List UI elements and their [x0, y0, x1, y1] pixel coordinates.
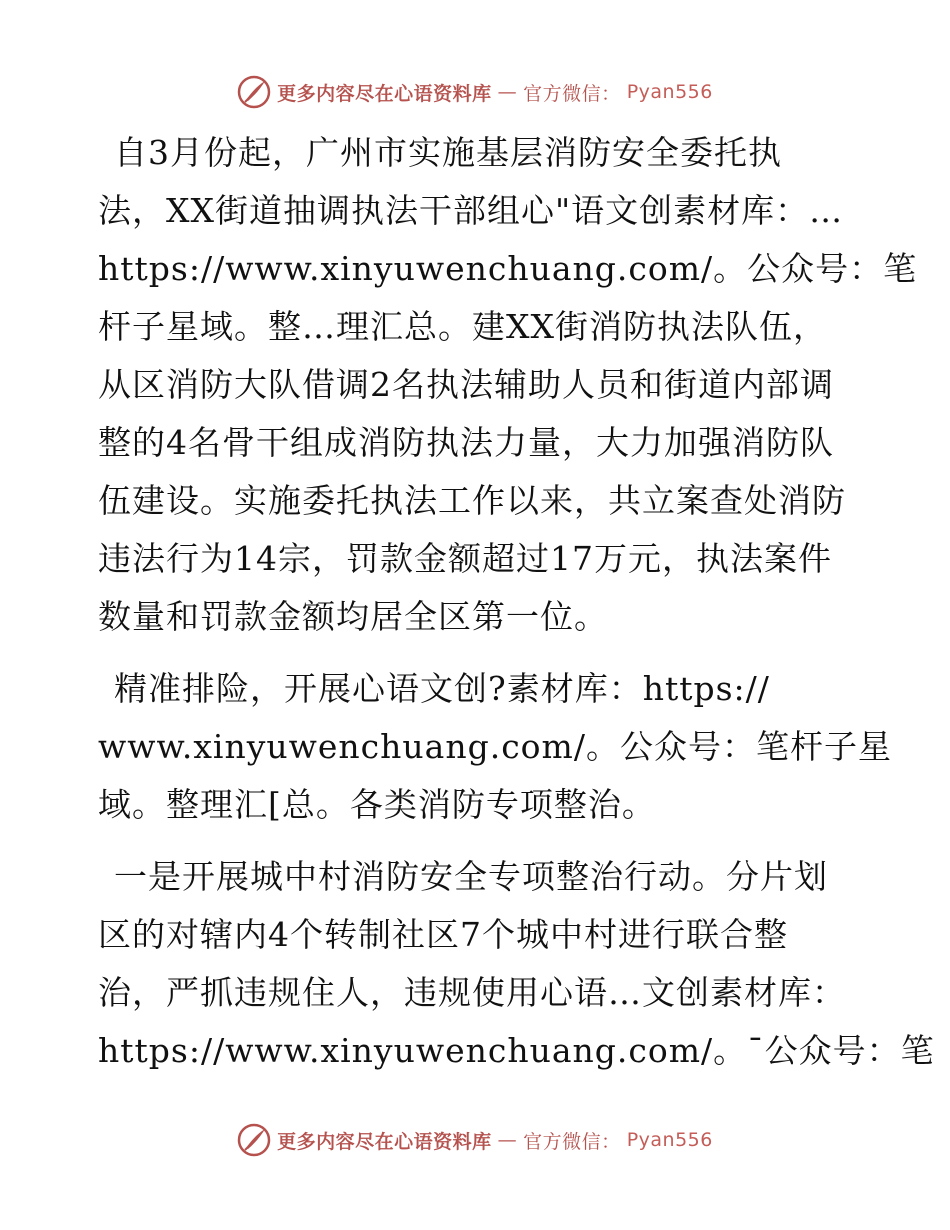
text-line: 杆子星域。整…理汇总。建XX街消防执法队伍，: [98, 307, 827, 346]
paragraph-1: [98, 124, 918, 646]
banner-dash: —: [497, 81, 518, 103]
paragraph-3: [98, 848, 935, 1080]
banner-wechat-label: 官方微信：: [523, 1130, 621, 1153]
banner-wechat-id: Pyan556: [626, 81, 713, 103]
banner-dash: —: [497, 1129, 518, 1151]
banner-wechat-id: Pyan556: [626, 1129, 713, 1151]
text-line: 伍建设。实施委托执法工作以来，共立案查处消防: [98, 481, 846, 520]
text-line: https://www.xinyuwenchuang.com/。¯公众号：笔: [98, 1031, 935, 1070]
footer-banner: [0, 1120, 950, 1160]
text-line: 法，XX街道抽调执法干部组心"语文创素材库：…: [98, 191, 844, 230]
header-banner: [0, 72, 950, 112]
text-line: 精准排险，开展心语文创?素材库：https://: [114, 669, 770, 708]
paragraph-2: [98, 660, 892, 834]
text-line: www.xinyuwenchuang.com/。公众号：笔杆子星: [98, 727, 892, 766]
text-line: 域。整理汇[总。各类消防专项整治。: [98, 785, 656, 824]
text-line: 违法行为14宗，罚款金额超过17万元，执法案件: [98, 539, 832, 578]
text-line: 整的4名骨干组成消防执法力量，大力加强消防队: [98, 423, 834, 462]
text-line: 从区消防大队借调2名执法辅助人员和街道内部调: [98, 365, 834, 404]
quill-logo-icon: [237, 1123, 271, 1157]
text-line: https://www.xinyuwenchuang.com/。公众号：笔: [98, 249, 918, 288]
banner-main-text: 更多内容尽在心语资料库: [277, 1130, 492, 1153]
banner-wechat-label: 官方微信：: [523, 82, 621, 105]
body-text: [98, 124, 935, 1094]
text-line: 治，严抓违规住人，违规使用心语…文创素材库：: [98, 973, 846, 1012]
text-line: 数量和罚款金额均居全区第一位。: [98, 597, 608, 636]
quill-logo-icon: [237, 75, 271, 109]
text-line: 区的对辖内4个转制社区7个城中村进行联合整: [98, 915, 788, 954]
text-line: 自3月份起，广州市实施基层消防安全委托执: [114, 133, 782, 172]
text-line: 一是开展城中村消防安全专项整治行动。分片划: [114, 857, 828, 896]
banner-main-text: 更多内容尽在心语资料库: [277, 82, 492, 105]
